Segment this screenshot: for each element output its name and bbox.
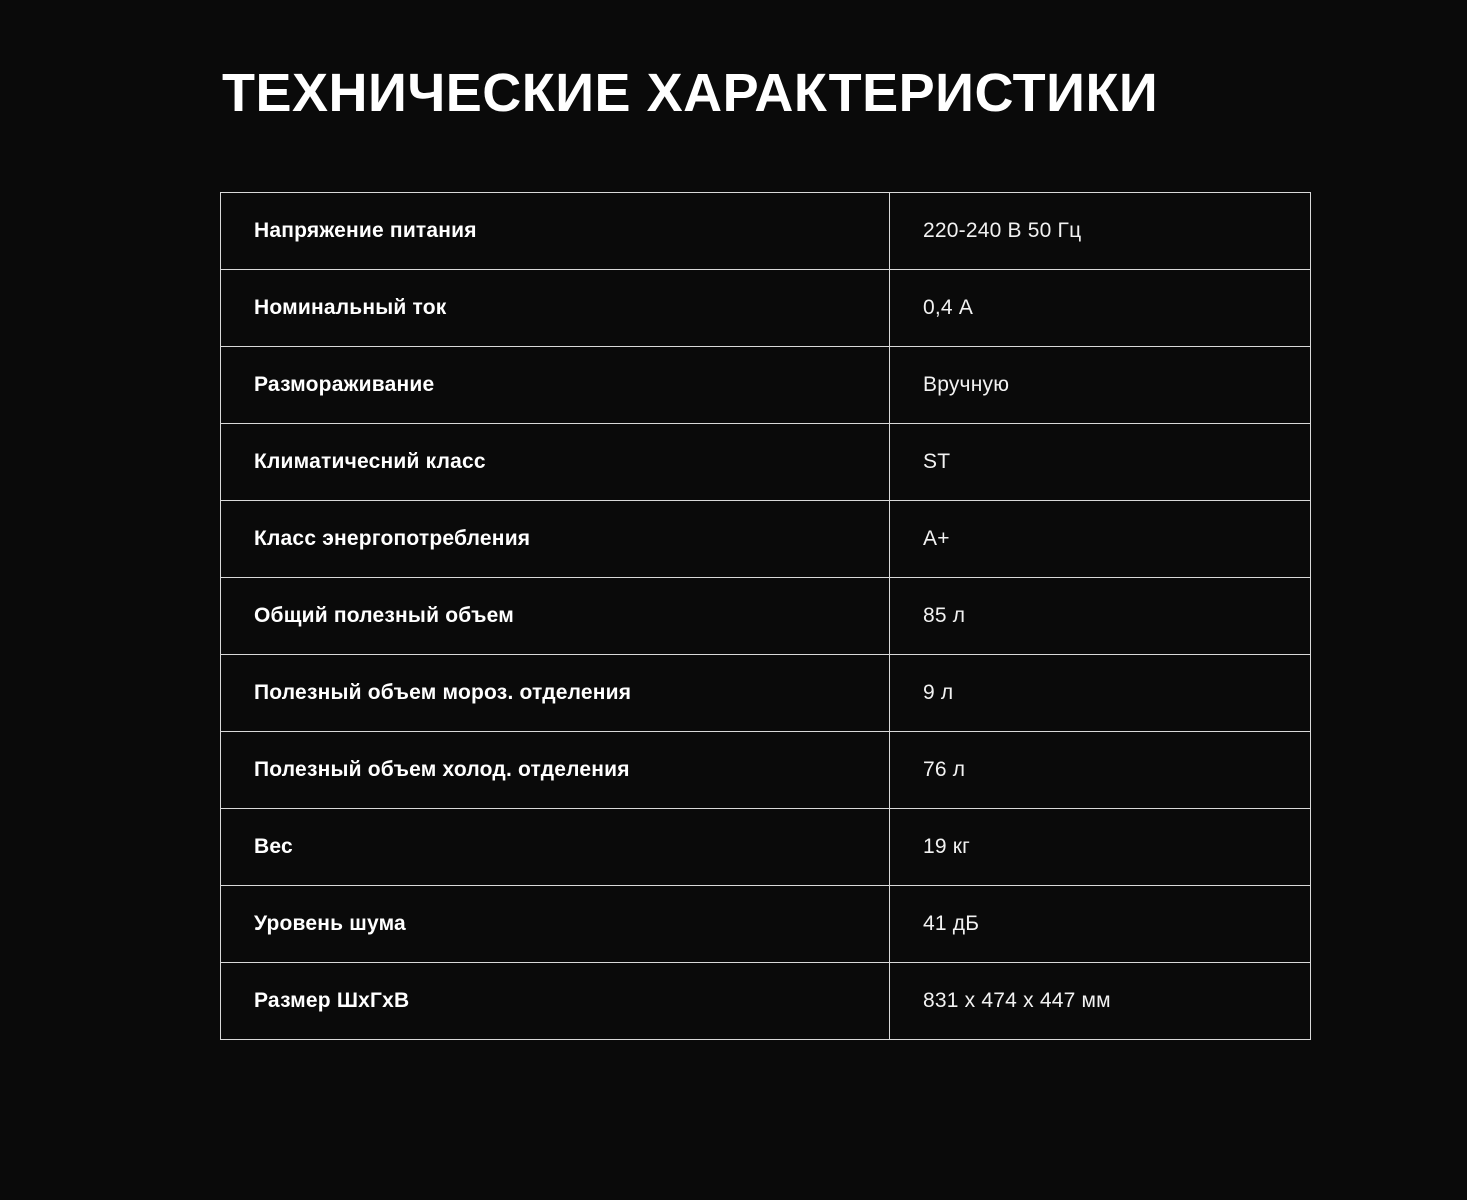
spec-value: 19 кг [890,809,1311,886]
spec-label: Вес [221,809,890,886]
specifications-table [220,192,1311,1040]
table-row [221,886,1311,963]
page-title: ТЕХНИЧЕСКИЕ ХАРАКТЕРИСТИКИ [222,63,1159,123]
spec-value: 85 л [890,578,1311,655]
table-row [221,578,1311,655]
spec-value: 41 дБ [890,886,1311,963]
spec-value: 220-240 В 50 Гц [890,193,1311,270]
spec-label: Номинальный ток [221,270,890,347]
spec-label: Размораживание [221,347,890,424]
spec-label: Климатичесний класс [221,424,890,501]
table-row [221,347,1311,424]
spec-label: Полезный объем холод. отделения [221,732,890,809]
table-row [221,809,1311,886]
spec-label: Класс энергопотребления [221,501,890,578]
table-row [221,270,1311,347]
spec-value: 9 л [890,655,1311,732]
spec-value: ST [890,424,1311,501]
table-row [221,655,1311,732]
table-row [221,193,1311,270]
spec-value: 76 л [890,732,1311,809]
spec-label: Общий полезный объем [221,578,890,655]
table-row [221,732,1311,809]
table-row [221,963,1311,1040]
spec-label: Размер ШхГхВ [221,963,890,1040]
spec-label: Уровень шума [221,886,890,963]
table-row [221,501,1311,578]
spec-value: Вручную [890,347,1311,424]
spec-label: Полезный объем мороз. отделения [221,655,890,732]
spec-value: A+ [890,501,1311,578]
spec-label: Напряжение питания [221,193,890,270]
table-row [221,424,1311,501]
spec-value: 831 x 474 x 447 мм [890,963,1311,1040]
spec-value: 0,4 А [890,270,1311,347]
